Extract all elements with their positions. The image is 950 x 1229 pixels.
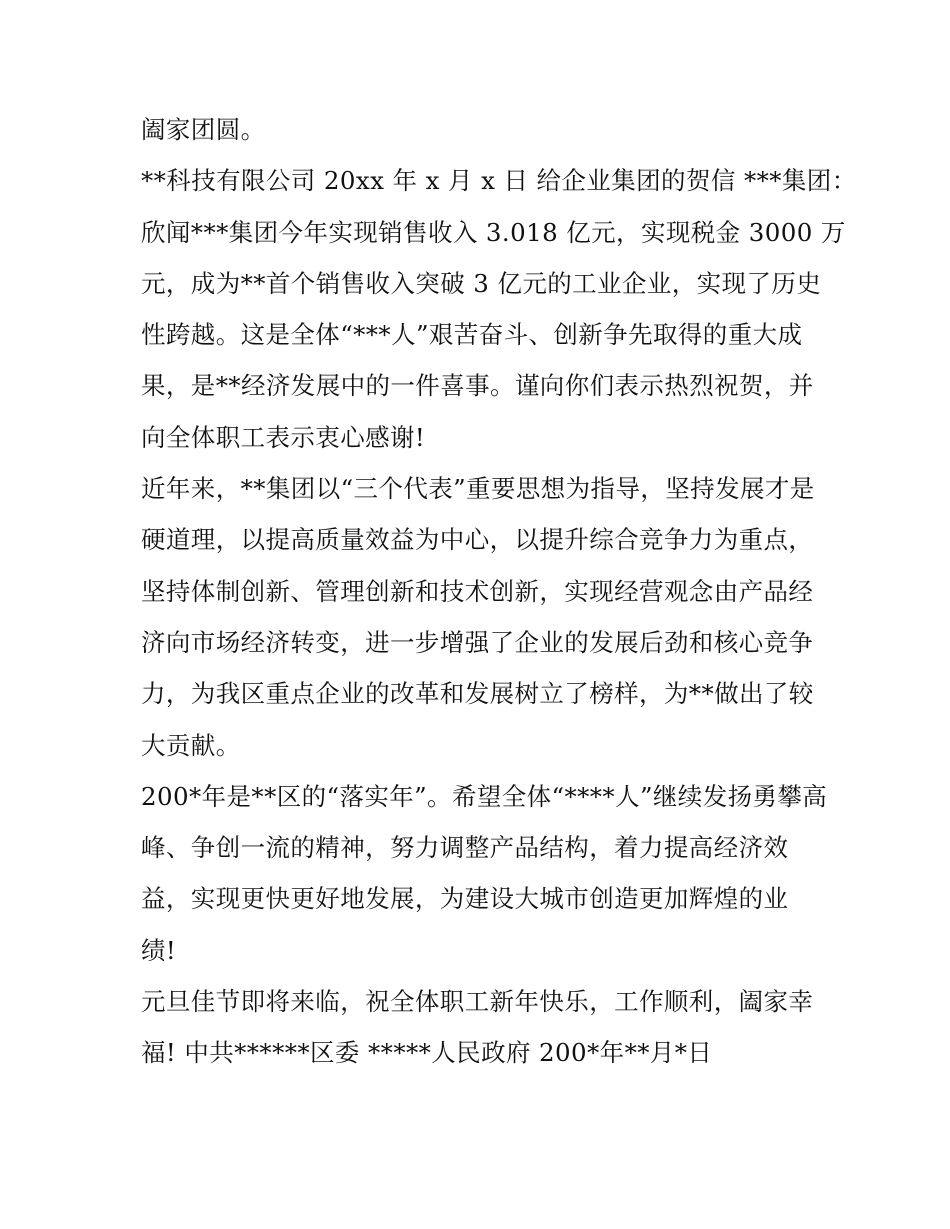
text-line: 元，成为**首个销售收入突破 3 亿元的工业企业，实现了历史	[141, 268, 822, 298]
text-line: 向全体职工表示衷心感谢!	[141, 422, 426, 452]
text-line: 欣闻***集团今年实现销售收入 3.018 亿元，实现税金 3000 万	[141, 217, 846, 247]
text-line: 大贡献。	[141, 730, 241, 760]
text-line: 性跨越。这是全体“***人”艰苦奋斗、创新争先取得的重大成	[141, 320, 803, 350]
text-line: 力，为我区重点企业的改革和发展树立了榜样，为**做出了较	[141, 679, 814, 709]
text-line: 200*年是**区的“落实年”。希望全体“****人”继续发扬勇攀高	[141, 781, 828, 811]
text-line: 峰、争创一流的精神，努力调整产品结构，着力提高经济效	[141, 833, 789, 863]
text-line: 福! 中共******区委 *****人民政府 200*年**月*日	[141, 1038, 713, 1068]
text-line: 硬道理，以提高质量效益为中心，以提升综合竞争力为重点，	[141, 525, 814, 555]
text-line: 果，是**经济发展中的一件喜事。谨向你们表示热烈祝贺，并	[141, 371, 814, 401]
letter-body	[141, 104, 857, 1079]
text-line: 阖家团圆。	[141, 115, 266, 144]
text-line: 元旦佳节即将来临，祝全体职工新年快乐，工作顺利，阖家幸	[141, 987, 814, 1017]
text-line: **科技有限公司 20xx 年 x 月 x 日 给企业集团的贺信 ***集团：	[141, 166, 857, 196]
text-line: 济向市场经济转变，进一步增强了企业的发展后劲和核心竞争	[141, 627, 814, 657]
text-line: 坚持体制创新、管理创新和技术创新，实现经营观念由产品经	[141, 576, 814, 606]
text-line: 近年来，**集团以“三个代表”重要思想为指导，坚持发展才是	[141, 474, 815, 504]
text-line: 绩!	[141, 935, 177, 965]
text-line: 益，实现更快更好地发展，为建设大城市创造更加辉煌的业	[141, 884, 789, 914]
